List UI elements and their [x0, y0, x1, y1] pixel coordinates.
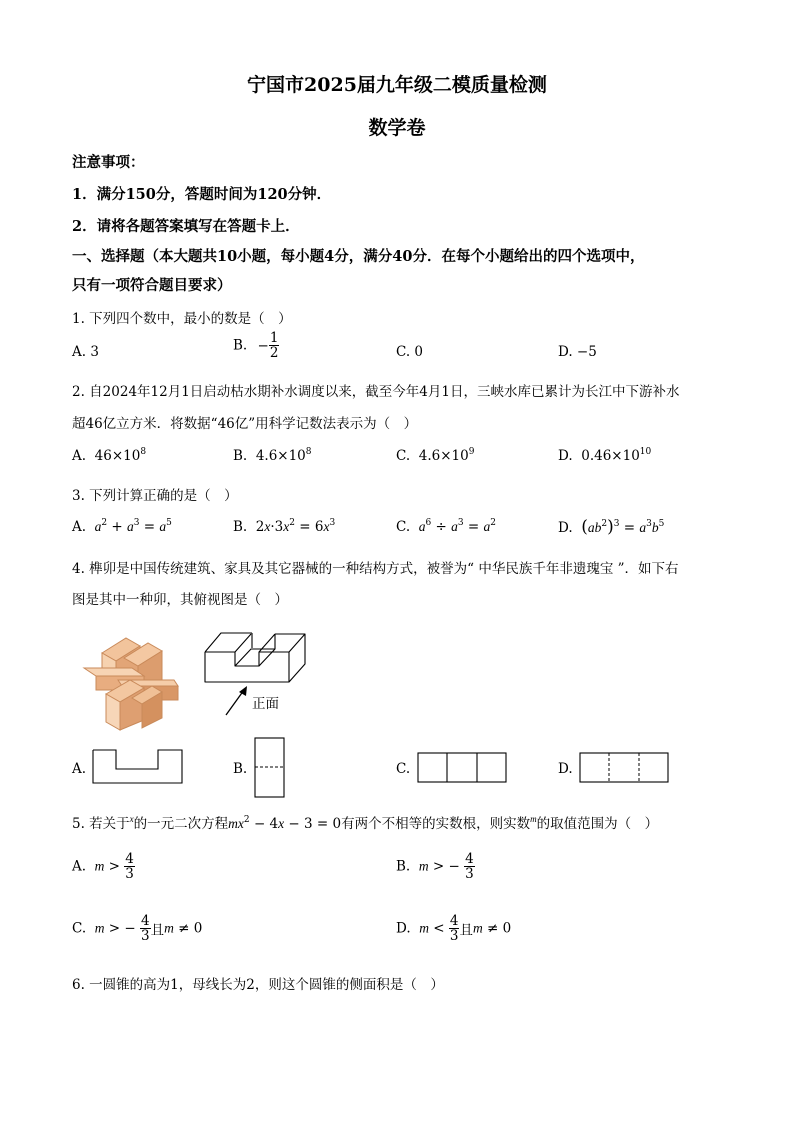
- q5-stem: 5. 若关于$^x$的一元二次方程$mx^2 - 4x - 3 = 0$有两个不相等的实数根，则实数$^m$的取值范围为（ ）: [72, 814, 659, 832]
- q2-option-a: A. $46\times 10^8$: [72, 447, 147, 464]
- q5-d-fraction: $\frac{4}{3}$: [449, 913, 459, 945]
- q3-option-b: B. $2x\cdot 3x^2 = 6x^3$: [233, 518, 336, 535]
- q1-option-a: A. 3: [72, 344, 99, 360]
- q1-option-c: C. 0: [396, 344, 424, 360]
- section-heading-line1: 一、选择题（本大题共10小题，每小题4分，满分40分．在每个小题给出的四个选项中，: [72, 248, 645, 265]
- mortise-puzzle-photo: [82, 628, 180, 733]
- front-view-arrow-icon: [222, 684, 252, 718]
- q1-option-d: D. −5: [558, 344, 597, 360]
- q4-option-a-label: A.: [72, 761, 87, 777]
- q2-option-c: C. $4.6\times 10^9$: [396, 447, 475, 464]
- notice-heading: 注意事项：: [72, 154, 145, 171]
- q4-option-a-figure: [92, 749, 184, 785]
- notice-item-2: 2．请将各题答案填写在答题卡上．: [72, 218, 300, 235]
- notice-item-1: 1．满分150分，答题时间为120分钟．: [72, 186, 332, 203]
- q3-stem: 3. 下列计算正确的是（ ）: [72, 488, 238, 504]
- page-title: 宁国市2025届九年级二模质量检测: [247, 74, 547, 96]
- q4-option-c-label: C.: [396, 761, 411, 777]
- q4-stem-line2: 图是其中一种卯，其俯视图是（ ）: [72, 592, 288, 608]
- mortise-line-drawing: [202, 630, 308, 686]
- q2-stem-line2: 超46亿立方米．将数据“46亿”用科学记数法表示为（ ）: [72, 416, 418, 432]
- q1-stem: 1. 下列四个数中，最小的数是（ ）: [72, 311, 292, 327]
- q5-a-fraction: $\frac{4}{3}$: [125, 851, 134, 883]
- q5-option-a: A. m > $\frac{4}{3}$: [72, 851, 134, 883]
- q5-c-fraction: $\frac{4}{3}$: [140, 913, 150, 945]
- q4-option-c-figure: [417, 752, 509, 784]
- q4-option-d-label: D.: [558, 761, 573, 777]
- q2-option-d: D. $0.46\times 10^{10}$: [558, 447, 652, 464]
- q1-fraction: $\frac{1}{2}$: [269, 330, 279, 362]
- q3-option-a: A. $a^2 + a^3 = a^5$: [72, 518, 172, 535]
- q6-stem: 6. 一圆锥的高为1，母线长为2，则这个圆锥的侧面积是（ ）: [72, 977, 444, 993]
- page-subtitle: 数学卷: [368, 117, 426, 139]
- front-view-label: 正面: [252, 696, 279, 712]
- q5-option-b: B. m > − $\frac{4}{3}$: [396, 851, 474, 883]
- q4-stem-line1: 4. 榫卯是中国传统建筑、家具及其它器械的一种结构方式，被誉为“ 中华民族千年非遗瑰宝 ”．如下右: [72, 561, 679, 577]
- q3-option-c: C. $a^6 \div a^3 = a^2$: [396, 518, 496, 535]
- q2-option-b: B. $4.6\times 10^8$: [233, 447, 312, 464]
- section-heading-line2: 只有一项符合题目要求）: [72, 277, 232, 294]
- q1-option-b: B. − $\frac{1}{2}$: [233, 330, 279, 362]
- q4-option-b-figure: [254, 737, 286, 799]
- q3-option-d: D. $(ab^2)^3 = a^3b^5$: [558, 517, 665, 537]
- q5-option-d: D. m < $\frac{4}{3}$ 且m ≠ 0: [396, 913, 512, 945]
- q5-b-fraction: $\frac{4}{3}$: [465, 851, 474, 883]
- q2-stem-line1: 2. 自2024年12月1日启动枯水期补水调度以来，截至今年4月1日，三峡水库已累计为长江中下游补水: [72, 384, 680, 400]
- q4-option-b-label: B.: [233, 761, 248, 777]
- q4-option-d-figure: [579, 752, 671, 784]
- q5-option-c: C. m > − $\frac{4}{3}$ 且m ≠ 0: [72, 913, 203, 945]
